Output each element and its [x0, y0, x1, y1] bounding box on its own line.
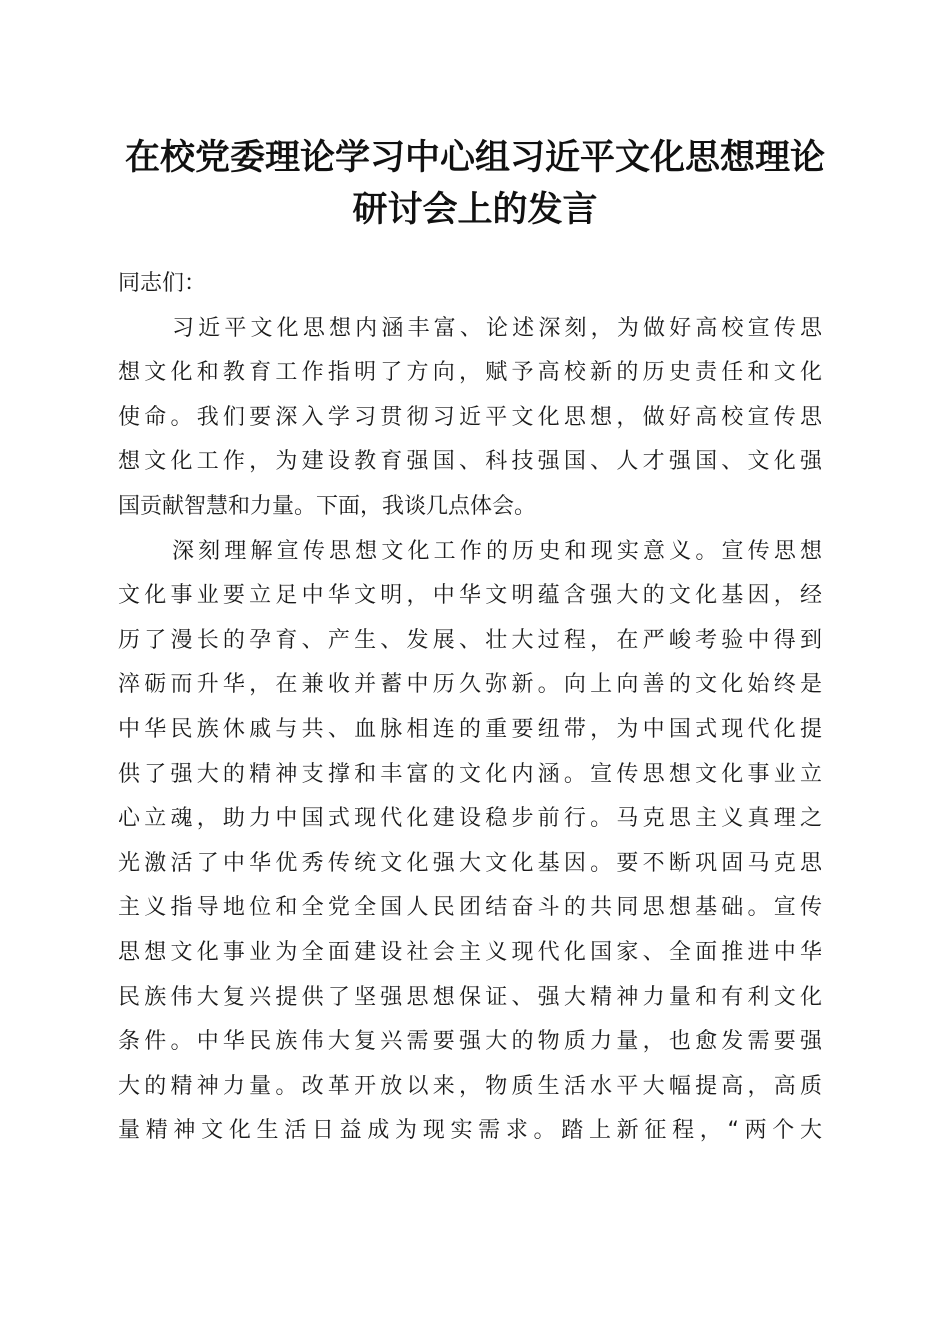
paragraph-line: 想文化工作，为建设教育强国、科技强国、人才强国、文化强 — [118, 449, 822, 475]
salutation: 同志们： — [118, 271, 207, 296]
paragraph-line: 思想文化事业为全面建设社会主义现代化国家、全面推进中华 — [118, 939, 822, 965]
paragraph-line: 供了强大的精神支撑和丰富的文化内涵。宣传思想文化事业立 — [118, 761, 822, 787]
title-line: 在校党委理论学习中心组习近平文化思想理论 — [124, 137, 825, 178]
paragraph-line: 大的精神力量。改革开放以来，物质生活水平大幅提高，高质 — [118, 1073, 822, 1099]
paragraph-line: 习近平文化思想内涵丰富、论述深刻，为做好高校宣传思 — [172, 315, 822, 341]
paragraph-line: 主义指导地位和全党全国人民团结奋斗的共同思想基础。宣传 — [118, 895, 822, 921]
title-line: 研讨会上的发言 — [352, 189, 598, 230]
paragraph-line: 光激活了中华优秀传统文化强大文化基因。要不断巩固马克思 — [118, 850, 822, 876]
paragraph-line: 量精神文化生活日益成为现实需求。踏上新征程，“两个大 — [118, 1118, 822, 1144]
paragraph-line: 想文化和教育工作指明了方向，赋予高校新的历史责任和文化 — [118, 360, 822, 386]
paragraph-intro — [118, 307, 822, 530]
paragraph-line: 中华民族休戚与共、血脉相连的重要纽带，为中国式现代化提 — [118, 716, 822, 742]
paragraph-line: 国贡献智慧和力量。下面，我谈几点体会。 — [118, 493, 537, 519]
document-title — [100, 132, 850, 236]
paragraph-line: 条件。中华民族伟大复兴需要强大的物质力量，也愈发需要强 — [118, 1029, 822, 1055]
paragraph-significance — [118, 530, 822, 1154]
paragraph-line: 民族伟大复兴提供了坚强思想保证、强大精神力量和有利文化 — [118, 984, 822, 1010]
document-body — [118, 262, 822, 1154]
paragraph-line: 淬砺而升华，在兼收并蓄中历久弥新。向上向善的文化始终是 — [118, 672, 822, 698]
paragraph-line: 心立魂，助力中国式现代化建设稳步前行。马克思主义真理之 — [118, 806, 822, 832]
paragraph-line: 深刻理解宣传思想文化工作的历史和现实意义。宣传思想 — [172, 538, 822, 564]
paragraph-line: 使命。我们要深入学习贯彻习近平文化思想，做好高校宣传思 — [118, 404, 822, 430]
paragraph-line: 文化事业要立足中华文明，中华文明蕴含强大的文化基因，经 — [118, 583, 822, 609]
paragraph-line: 历了漫长的孕育、产生、发展、壮大过程，在严峻考验中得到 — [118, 627, 822, 653]
